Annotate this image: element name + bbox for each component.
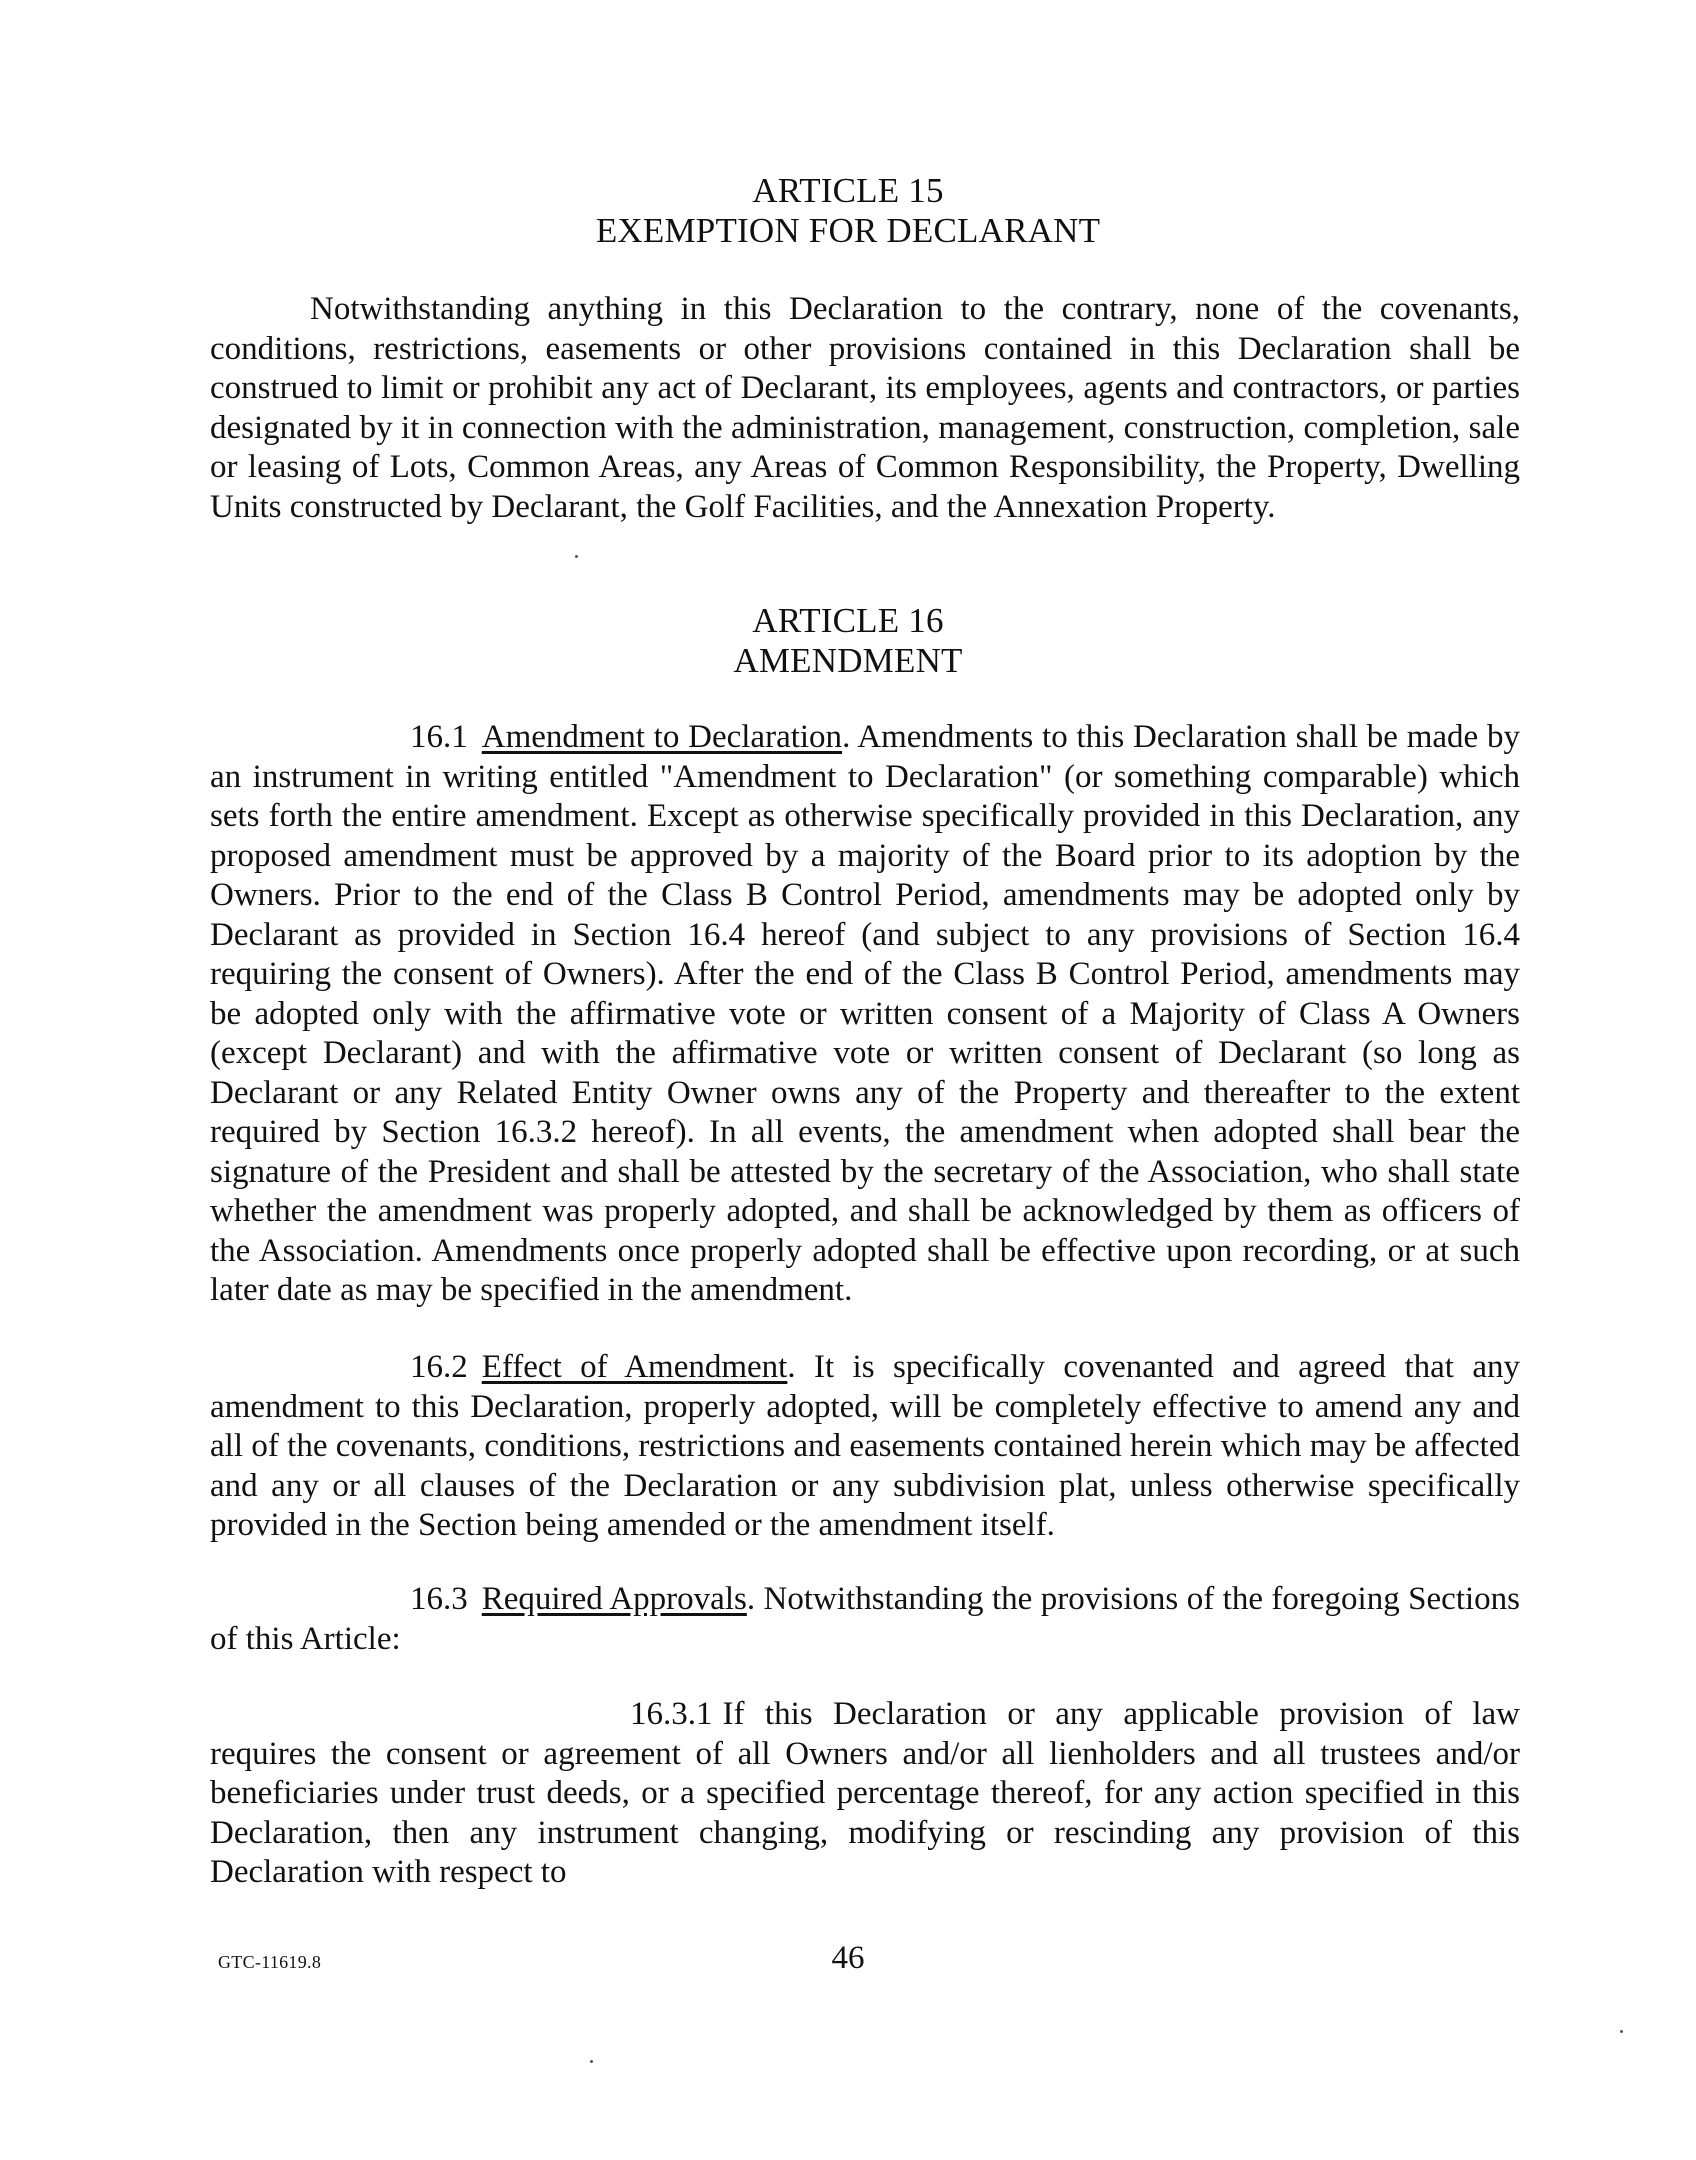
section-text: . It is specifically covenanted and agreed that any amendment to this Declaration, properly adopted, will be completely effective to amend any and all of the covenants, conditions, restrictions and easements contained herein which may be affected and any or all clauses of the Declaration or any subdivision plat, unless otherwise specifically provided in the Section being amended or the amendment itself.: [210, 1349, 1520, 1543]
section-16-1: [210, 718, 1520, 1311]
section-number: 16.2: [410, 1349, 468, 1385]
section-text: If this Declaration or any applicable provision of law requires the consent or agreement of all Owners and/or all lienholders and all trustees and/or beneficiaries under trust deeds, or a specified percentage thereof, for any action specified in this Declaration, then any instrument changing, modifying or rescinding any provision of this Declaration with respect to: [210, 1696, 1520, 1890]
section-number: 16.3: [410, 1581, 468, 1617]
section-number: 16.3.1: [630, 1696, 713, 1732]
section-title: Amendment to Declaration: [481, 719, 843, 755]
article-15-title: EXEMPTION FOR DECLARANT: [595, 211, 1101, 250]
article-15-body: Notwithstanding anything in this Declaration to the contrary, none of the covenants, conditions, restrictions, easements or other provisions contained in this Declaration shall be construed to limit or prohibit any act of Declarant, its employees, agents and contractors, or parties designated by it in connection with the administration, management, construction, completion, sale or leasing of Lots, Common Areas, any Areas of Common Responsibility, the Property, Dwelling Units constructed by Declarant, the Golf Facilities, and the Annexation Property.: [210, 291, 1520, 525]
page-number: 46: [831, 1940, 865, 1976]
section-text: . Amendments to this Declaration shall be made by an instrument in writing entitled "Amendment to Declaration" (or something comparable) which sets forth the entire amendment. Except as otherwise specifically provided in this Declaration, any proposed amendment must be approved by a majority of the Board prior to its adoption by the Owners. Prior to the end of the Class B Control Period, amendments may be adopted only by Declarant as provided in Section 16.4 hereof (and subject to any provisions of Section 16.4 requiring the consent of Owners). After the end of the Class B Control Period, amendments may be adopted only with the affirmative vote or written consent of a Majority of Class A Owners (except Declarant) and with the affirmative vote or written consent of Declarant (so long as Declarant or any Related Entity Owner owns any of the Property and thereafter to the extent required by Section 16.3.2 hereof). In all events, the amendment when adopted shall bear the signature of the President and shall be attested by the secretary of the Association, who shall state whether the amendment was properly adopted, and shall be acknowledged by them as officers of the Association. Amendments once properly adopted shall be effective upon recording, or at such later date as may be specified in the amendment.: [210, 719, 1520, 1308]
article-16-number: ARTICLE 16: [752, 601, 944, 640]
article-16-title: AMENDMENT: [733, 641, 963, 680]
section-16-2: [210, 1348, 1520, 1546]
section-title: Required Approvals: [481, 1581, 747, 1617]
section-16-3-1: [210, 1695, 1520, 1893]
section-title: Effect of Amendment: [481, 1349, 788, 1385]
scan-speck: [575, 555, 578, 558]
section-text: . Notwithstanding the provisions of the foregoing Sections of this Article:: [210, 1581, 1520, 1657]
document-code: GTC-11619.8: [218, 1952, 322, 1972]
scan-speck: [590, 2060, 593, 2063]
section-16-3: [210, 1580, 1520, 1659]
section-number: 16.1: [410, 719, 468, 755]
scan-speck: [1620, 2030, 1623, 2033]
article-15-number: ARTICLE 15: [752, 171, 944, 210]
